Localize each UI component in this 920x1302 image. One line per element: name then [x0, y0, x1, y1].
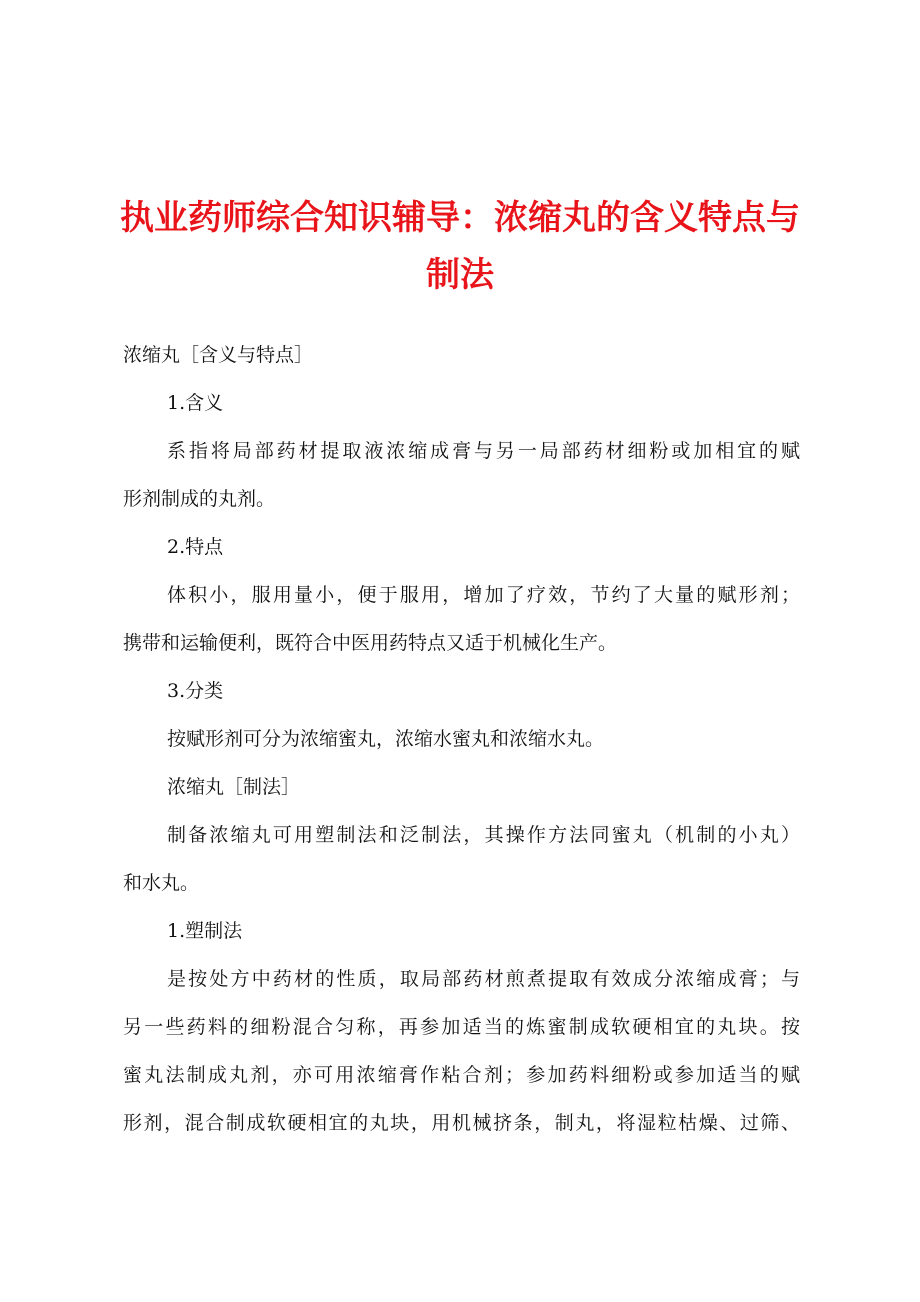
text-line: 1.塑制法 [167, 920, 243, 942]
title-line-1: 执业药师综合知识辅导：浓缩丸的含义特点与 [120, 198, 800, 238]
text-line: 3.分类 [167, 680, 224, 702]
text-line: 浓缩丸［含义与特点］ [123, 344, 314, 366]
document-title [110, 190, 810, 304]
document-body [123, 331, 800, 1147]
text-line: 系指将局部药材提取液浓缩成膏与另一局部药材细粉或加相宜的赋 [167, 440, 800, 462]
text-line: 形剂，混合制成软硬相宜的丸块，用机械挤条，制丸，将湿粒枯燥、过筛、 [123, 1112, 800, 1134]
text-line: 蜜丸法制成丸剂，亦可用浓缩膏作粘合剂；参加药料细粉或参加适当的赋 [123, 1064, 800, 1086]
text-line: 制备浓缩丸可用塑制法和泛制法，其操作方法同蜜丸（机制的小丸） [167, 824, 800, 846]
text-line: 2.特点 [167, 536, 224, 558]
text-line: 另一些药料的细粉混合匀称，再参加适当的炼蜜制成软硬相宜的丸块。按 [123, 1016, 800, 1038]
text-line: 浓缩丸［制法］ [167, 776, 301, 798]
title-line-2: 制法 [426, 255, 494, 295]
text-line: 按赋形剂可分为浓缩蜜丸，浓缩水蜜丸和浓缩水丸。 [167, 728, 605, 750]
text-line: 1.含义 [167, 392, 224, 414]
text-line: 形剂制成的丸剂。 [123, 488, 276, 510]
text-line: 是按处方中药材的性质，取局部药材煎煮提取有效成分浓缩成膏；与 [167, 968, 800, 990]
text-line: 体积小，服用量小，便于服用，增加了疗效，节约了大量的赋形剂； [167, 584, 800, 606]
text-line: 携带和运输便利，既符合中医用药特点又适于机械化生产。 [123, 632, 618, 654]
text-line: 和水丸。 [123, 872, 200, 894]
